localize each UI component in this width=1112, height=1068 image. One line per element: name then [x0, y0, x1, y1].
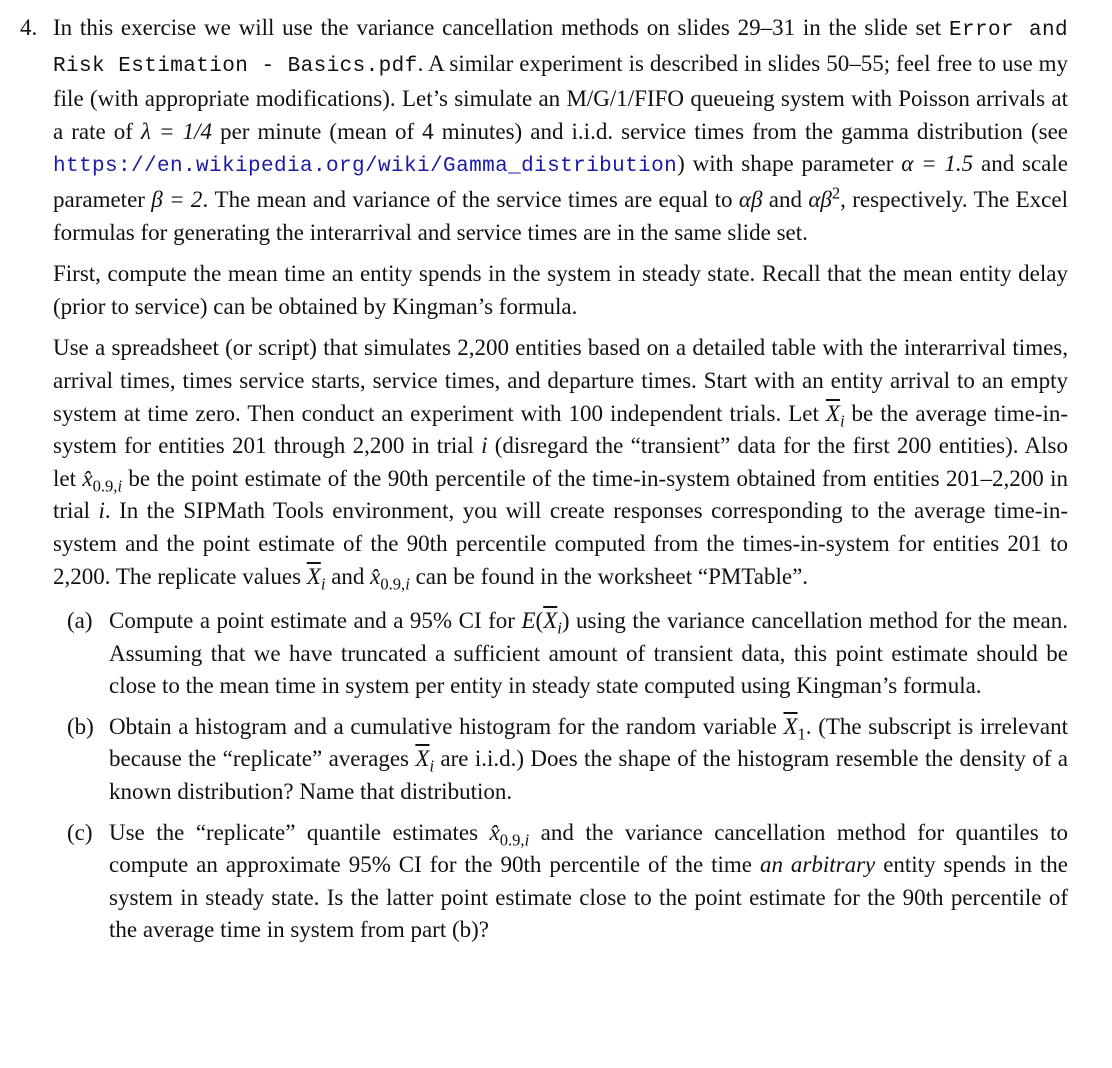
text: . A similar experiment is described in slides 50–55; feel free to use my file (with appropriate modifications). Let’s simulate an M/G/1/FIFO queueing system with Poisson arrivals at a rate of — [53, 50, 1068, 144]
x-bar-symbol: $\overline{X}$ — [783, 713, 798, 739]
text: and the variance cancellation method for quantiles to compute an approximate 95% CI for the 90th percentile of the time — [109, 819, 1069, 878]
x-hat-symbol: x̂ — [82, 465, 93, 491]
text: . (The subscript is irrelevant because the “replicate” averages — [109, 713, 1068, 772]
symbol-i: i — [481, 433, 488, 459]
text: i — [405, 574, 410, 594]
text: entity spends in the system in steady state. Is the latter point estimate close to the point estimate for the 90th percentile of the average time in system from part (b)? — [109, 852, 1068, 943]
text: and — [762, 186, 809, 212]
variance-expression: αβ — [808, 186, 832, 212]
x-hat-symbol: x̂ — [370, 563, 381, 589]
part-label: (c) — [67, 819, 93, 845]
quantile-subscript — [500, 830, 529, 849]
subscript-1: 1 — [797, 724, 806, 744]
slide-file-name: Error and Risk Estimation - Basics.pdf — [53, 19, 1068, 78]
mean-expression: αβ — [738, 186, 763, 212]
text: 0.9, — [380, 574, 406, 594]
wikipedia-link[interactable]: https://en.wikipedia.org/wiki/Gamma_distribution — [53, 155, 678, 179]
text: and scale parameter — [53, 151, 1068, 212]
part-b — [67, 711, 1068, 809]
text: using the variance cancellation method for the mean. Assuming that we have truncated a sufficient amount of transient data, this point estimate should be close to the mean time in system per entity in steady state computed using Kingman’s formula. — [109, 608, 1069, 699]
text: ) with shape parameter — [677, 151, 902, 177]
subscript-i: i — [839, 411, 845, 431]
part-label: (a) — [67, 608, 93, 634]
quantile-subscript — [93, 476, 122, 495]
text: Use the “replicate” quantile estimates — [109, 819, 490, 845]
variance-exponent: 2 — [831, 183, 841, 203]
text: . The mean and variance of the service times are equal to — [202, 186, 739, 212]
text: per minute (mean of 4 minutes) and i.i.d. service times from the gamma distribution (see — [212, 118, 1069, 144]
text: Compute a point estimate and a 95% CI for — [109, 608, 522, 634]
part-c — [67, 817, 1069, 947]
subscript-i: i — [429, 757, 435, 777]
x-bar-symbol: $\overline{X}$ — [415, 746, 430, 772]
kingman-paragraph: First, compute the mean time an entity spends in the system in steady state. Recall that the mean entity delay (prior to service) can be obtained by Kingman’s formula. — [53, 261, 1068, 319]
problem-4 — [20, 12, 1068, 947]
x-bar-symbol: $\overline{X}$ — [543, 608, 558, 634]
subscript-i: i — [557, 618, 562, 638]
quantile-subscript — [380, 574, 409, 593]
text: and — [325, 563, 371, 589]
text: 0.9, — [499, 830, 525, 850]
text: be the point estimate of the 90th percentile of the time-in-system obtained from entities 201–2,200 in trial — [53, 465, 1068, 524]
beta-expression: β = 2 — [151, 186, 203, 212]
x-bar-symbol: $\overline{X}$ — [306, 563, 321, 589]
subscript-i: i — [320, 574, 326, 594]
expectation-symbol: E — [521, 608, 536, 634]
part-a: (a) Compute a point estimate and a 95% CI for $E(\overline{X}_i)$ using the variance cancellation method for the mean. Assuming that we have truncated a sufficient amount of transient data, this point estimate should be close to the mean time in system per entity in steady state computed using Kingman’s formula. — [109, 605, 1068, 703]
x-bar-symbol: $\overline{X}$ — [825, 400, 840, 426]
emphasis-text: an arbitrary — [759, 852, 876, 878]
text: In this exercise we will use the variance cancellation methods on slides 29–31 in the slide set — [53, 15, 949, 40]
text: . In the SIPMath Tools environment, you will create responses corresponding to the average time-in-system and the point estimate of the 90th percentile computed from the times-in-system for entities 201 to 2,200. The replicate values — [53, 498, 1068, 589]
text: Obtain a histogram and a cumulative histogram for the random variable — [109, 713, 784, 739]
text: 0.9, — [92, 476, 118, 496]
intro-paragraph — [53, 12, 1068, 249]
symbol-i: i — [98, 498, 105, 524]
part-label: (b) — [67, 713, 94, 739]
problem-number: 4. — [20, 15, 38, 40]
text: be the average time-in-system for entities 201 through 2,200 in trial — [53, 400, 1068, 459]
sub-questions — [53, 605, 1068, 947]
text: are i.i.d.) Does the shape of the histogram resemble the density of a known distribution? Name that distribution. — [109, 746, 1068, 805]
text: i — [524, 830, 530, 850]
text: can be found in the worksheet “PMTable”. — [409, 563, 809, 589]
alpha-expression: α = 1.5 — [901, 151, 974, 177]
text: (disregard the “transient” data for the first 200 entities). Also let — [53, 433, 1068, 491]
lambda-expression: λ = 1/4 — [141, 118, 213, 144]
text: i — [117, 476, 123, 496]
simulation-paragraph — [53, 332, 1068, 593]
x-hat-symbol: x̂ — [489, 819, 500, 845]
text: , respectively. The Excel formulas for generating the interarrival and service times are in the same slide set. — [53, 186, 1068, 245]
text: Use a spreadsheet (or script) that simulates 2,200 entities based on a detailed table with the interarrival times, arrival times, times service starts, service times, and departure times. Start with an entity arrival to an empty system at time zero. Then conduct an experiment with 100 independent trials. Let — [53, 335, 1068, 426]
